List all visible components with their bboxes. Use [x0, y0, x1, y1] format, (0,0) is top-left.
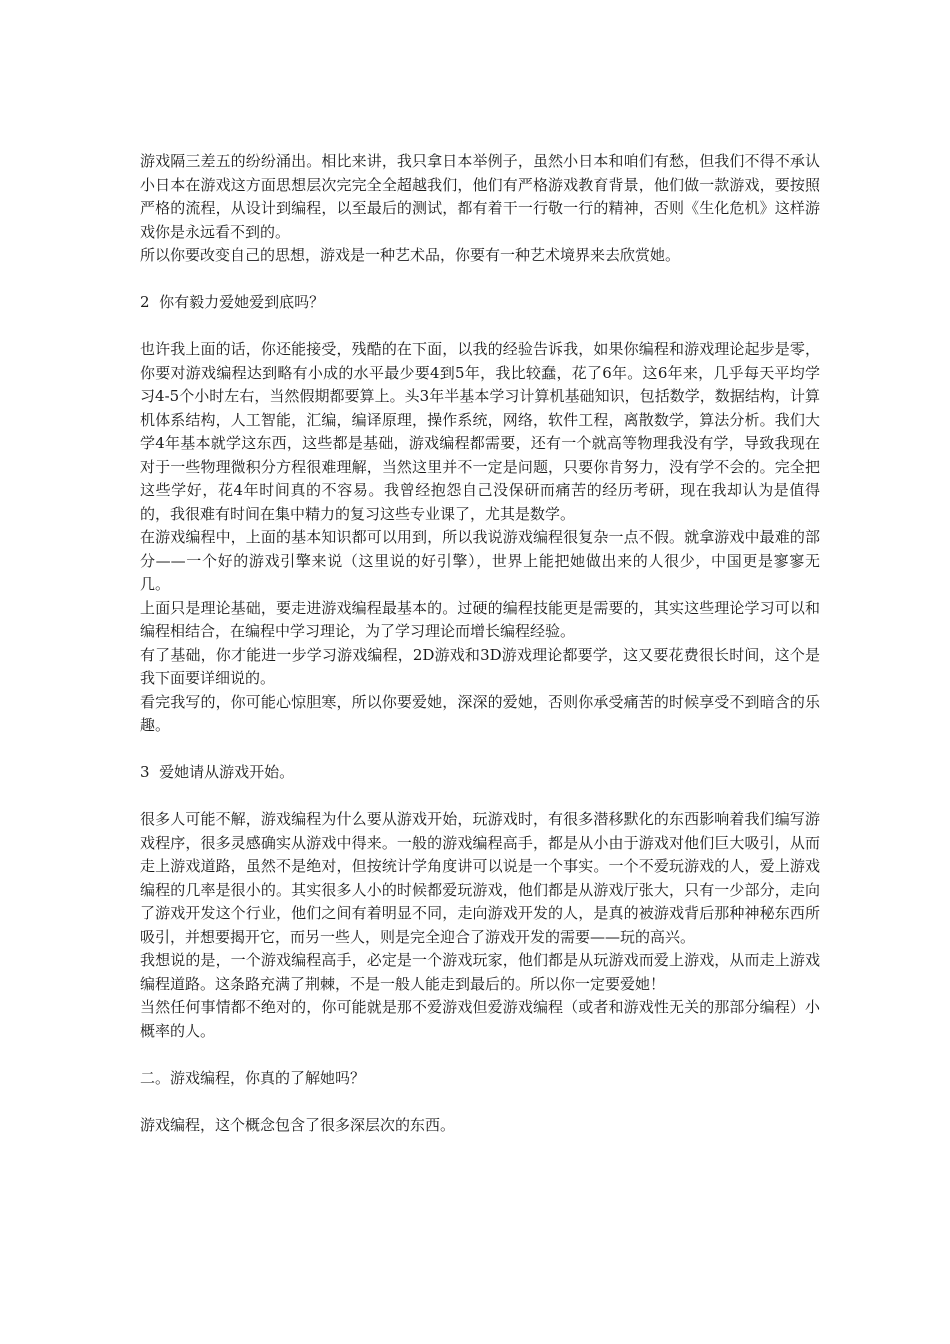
section-heading: 2 你有毅力爱她爱到底吗？ — [140, 293, 325, 311]
paragraph: 看完我写的，你可能心惊胆寒，所以你要爱她，深深的爱她，否则你承受痛苦的时候享受不到暗含的乐趣。 — [140, 692, 820, 734]
document-body — [140, 150, 820, 1137]
section-heading: 3 爱她请从游戏开始。 — [140, 763, 295, 781]
blank-line — [140, 268, 820, 292]
chapter-heading: 二。游戏编程，你真的了解她吗？ — [140, 1068, 366, 1087]
blank-line — [140, 1043, 820, 1067]
blank-line — [140, 785, 820, 809]
paragraph: 所以你要改变自己的思想，游戏是一种艺术品，你要有一种艺术境界来去欣赏她。 — [140, 246, 681, 264]
paragraph: 当然任何事情都不绝对的，你可能就是那不爱游戏但爱游戏编程（或者和游戏性无关的那部分编程）小概率的人。 — [140, 998, 820, 1040]
paragraph: 上面只是理论基础，要走进游戏编程最基本的。过硬的编程技能更是需要的，其实这些理论学习可以和编程相结合，在编程中学习理论，为了学习理论而增长编程经验。 — [140, 598, 820, 640]
paragraph: 有了基础，你才能进一步学习游戏编程，2D游戏和3D游戏理论都要学，这又要花费很长时间，这个是我下面要详细说的。 — [140, 645, 820, 687]
paragraph: 也许我上面的话，你还能接受，残酷的在下面，以我的经验告诉我，如果你编程和游戏理论起步是零，你要对游戏编程达到略有小成的水平最少要4到5年，我比较蠢，花了6年。这6年来，几乎每天平均学习4-5个小时左右，当然假期都要算上。头3年半基本学习计算机基础知识，包括数学，数据结构，计算机体系结构，人工智能，汇编，编译原理，操作系统，网络，软件工程，离散数学，算法分析。我们大学4年基本就学这东西，这些都是基础，游戏编程都需要，还有一个就高等物理我没有学，导致我现在对于一些物理微积分方程很难理解，当然这里并不一定是问题，只要你肯努力，没有学不会的。完全把这些学好，花4年时间真的不容易。我曾经抱怨自己没保研而痛苦的经历考研，现在我却认为是值得的，我很难有时间在集中精力的复习这些专业课了，尤其是数学。 — [140, 340, 820, 523]
paragraph: 游戏编程，这个概念包含了很多深层次的东西。 — [140, 1115, 456, 1134]
blank-line — [140, 738, 820, 762]
blank-line — [140, 1090, 820, 1114]
paragraph: 游戏隔三差五的纷纷涌出。相比来讲，我只拿日本举例子，虽然小日本和咱们有愁，但我们不得不承认小日本在游戏这方面思想层次完完全全超越我们，他们有严格游戏教育背景，他们做一款游戏，要按照严格的流程，从设计到编程，以至最后的测试，都有着干一行敬一行的精神，否则《生化危机》这样游戏你是永远看不到的。 — [140, 152, 820, 241]
paragraph: 很多人可能不解，游戏编程为什么要从游戏开始，玩游戏时，有很多潜移默化的东西影响着我们编写游戏程序，很多灵感确实从游戏中得来。一般的游戏编程高手，都是从小由于游戏对他们巨大吸引，从而走上游戏道路，虽然不是绝对，但按统计学角度讲可以说是一个事实。一个不爱玩游戏的人，爱上游戏编程的几率是很小的。其实很多人小的时候都爱玩游戏，他们都是从游戏厅张大，只有一少部分，走向了游戏开发这个行业，他们之间有着明显不同，走向游戏开发的人，是真的被游戏背后那种神秘东西所吸引，并想要揭开它，而另一些人，则是完全迎合了游戏开发的需要——玩的高兴。 — [140, 810, 820, 946]
paragraph: 在游戏编程中，上面的基本知识都可以用到，所以我说游戏编程很复杂一点不假。就拿游戏中最难的部分——一个好的游戏引擎来说（这里说的好引擎），世界上能把她做出来的人很少，中国更是寥寥无几。 — [140, 528, 820, 593]
blank-line — [140, 315, 820, 339]
paragraph: 我想说的是，一个游戏编程高手，必定是一个游戏玩家，他们都是从玩游戏而爱上游戏，从而走上游戏编程道路。这条路充满了荆棘，不是一般人能走到最后的。所以你一定要爱她！ — [140, 951, 820, 993]
